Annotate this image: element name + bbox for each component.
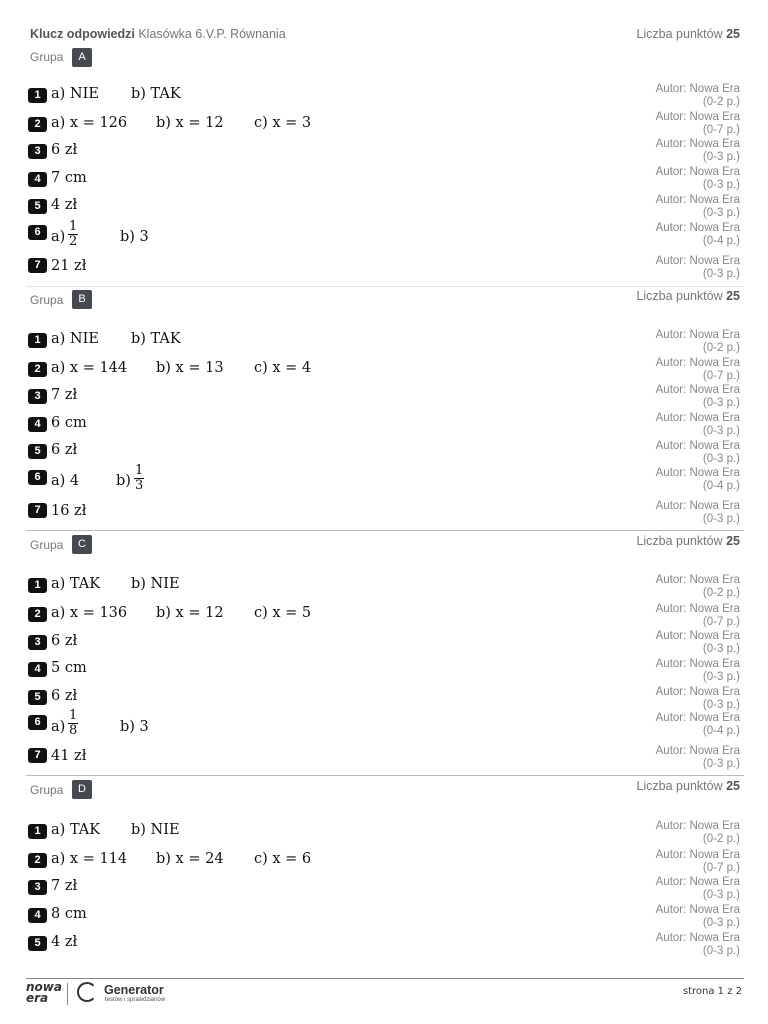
nowa-era-logo: nowa era	[26, 980, 62, 1005]
answer: 5 cm	[51, 660, 87, 676]
task-author: Autor: Nowa Era (0-2 p.)	[655, 820, 740, 845]
task-row	[28, 138, 740, 168]
task-number: 6	[28, 715, 47, 730]
task-number: 2	[28, 117, 47, 132]
answer-c: c) x = 5	[254, 605, 312, 621]
task-row	[28, 384, 740, 413]
task-author: Autor: Nowa Era (0-7 p.)	[655, 111, 740, 136]
answer-b: b) x = 12	[156, 605, 224, 621]
answer-b: b) x = 13	[156, 360, 224, 376]
task-row	[28, 906, 740, 932]
task-number: 1	[28, 824, 47, 839]
group-b-header	[26, 289, 744, 309]
task-number: 5	[28, 199, 47, 214]
task-number: 2	[28, 853, 47, 868]
answer: 7 zł	[51, 387, 78, 403]
group-badge: D	[72, 780, 92, 799]
task-author: Autor: Nowa Era (0-4 p.)	[655, 222, 740, 247]
answer: 7 zł	[51, 878, 78, 894]
group-label: Grupa	[30, 538, 64, 552]
task-number: 7	[28, 258, 47, 273]
answer-a: a) TAK	[51, 576, 101, 592]
task-row	[28, 83, 740, 112]
answer: 6 zł	[51, 633, 78, 649]
task-author: Autor: Nowa Era (0-3 p.)	[655, 932, 740, 957]
fraction	[68, 220, 78, 249]
generator-subtitle: testów i sprawdzianów	[105, 997, 166, 1003]
answer: 6 zł	[51, 688, 78, 704]
task-author: Autor: Nowa Era (0-3 p.)	[655, 745, 740, 770]
task-author: Autor: Nowa Era (0-3 p.)	[655, 500, 740, 525]
task-number: 7	[28, 503, 47, 518]
group-divider	[26, 286, 744, 287]
answer-a: a) NIE	[51, 331, 99, 347]
answer: 41 zł	[51, 748, 87, 764]
task-row	[28, 630, 740, 659]
answer-a-label: a)	[51, 719, 66, 735]
task-row	[28, 194, 740, 223]
generator-title: Generator	[104, 983, 164, 997]
task-number: 5	[28, 936, 47, 951]
task-row	[28, 745, 740, 774]
total-points: Liczba punktów 25	[636, 27, 740, 41]
task-row	[28, 878, 740, 904]
task-number: 3	[28, 389, 47, 404]
fraction-numerator: 1	[135, 463, 144, 478]
task-author: Autor: Nowa Era (0-3 p.)	[655, 630, 740, 655]
task-author: Autor: Nowa Era (0-4 p.)	[655, 712, 740, 737]
answer-b: b) TAK	[131, 86, 181, 102]
answer-c: c) x = 4	[254, 360, 312, 376]
answer-a: a) x = 144	[51, 360, 128, 376]
task-number: 1	[28, 578, 47, 593]
answer-c: c) x = 3	[254, 115, 312, 131]
logo-separator	[67, 983, 68, 1005]
fraction-numerator: 1	[69, 219, 78, 234]
task-row	[28, 822, 740, 848]
task-row	[28, 463, 740, 502]
answer: 21 zł	[51, 258, 87, 274]
answer-a: a) x = 114	[51, 851, 128, 867]
task-row	[28, 576, 740, 602]
task-author: Autor: Nowa Era (0-3 p.)	[655, 138, 740, 163]
answer-a: a) x = 136	[51, 605, 128, 621]
task-author: Autor: Nowa Era (0-3 p.)	[655, 166, 740, 191]
task-number: 6	[28, 470, 47, 485]
task-author: Autor: Nowa Era (0-3 p.)	[655, 384, 740, 409]
group-badge: A	[72, 48, 92, 67]
answer-b: b) NIE	[131, 822, 180, 838]
task-author: Autor: Nowa Era (0-2 p.)	[655, 329, 740, 354]
answer-c: c) x = 6	[254, 851, 312, 867]
group-label: Grupa	[30, 50, 64, 64]
task-number: 3	[28, 635, 47, 650]
task-author: Autor: Nowa Era (0-3 p.)	[655, 440, 740, 465]
generator-g-icon	[77, 982, 97, 1002]
group-badge: C	[72, 535, 92, 554]
task-number: 2	[28, 607, 47, 622]
group-d-header	[26, 779, 744, 799]
task-row	[28, 605, 740, 631]
group-points: Liczba punktów 25	[636, 534, 740, 548]
task-number: 1	[28, 333, 47, 348]
answer-a-label: a)	[51, 229, 66, 245]
group-points: Liczba punktów 25	[636, 289, 740, 303]
task-author: Autor: Nowa Era (0-4 p.)	[655, 467, 740, 492]
answer-b: b) NIE	[131, 576, 180, 592]
answer-a: a) NIE	[51, 86, 99, 102]
answer-b: b) x = 24	[156, 851, 224, 867]
task-row	[28, 166, 740, 196]
answer-b: b) 3	[120, 229, 149, 245]
task-number: 4	[28, 172, 47, 187]
answer-b: b) 3	[120, 719, 149, 735]
fraction-denominator: 8	[69, 723, 78, 738]
task-number: 4	[28, 662, 47, 677]
task-author: Autor: Nowa Era (0-2 p.)	[655, 83, 740, 108]
task-number: 4	[28, 908, 47, 923]
answer-b-label: b)	[116, 473, 131, 489]
group-a-header	[26, 48, 744, 68]
task-row	[28, 255, 740, 284]
group-label: Grupa	[30, 783, 64, 797]
task-author: Autor: Nowa Era (0-3 p.)	[655, 255, 740, 280]
task-row	[28, 412, 740, 441]
page-number: strona 1 z 2	[682, 986, 742, 997]
task-number: 1	[28, 88, 47, 103]
task-author: Autor: Nowa Era (0-3 p.)	[655, 658, 740, 683]
task-author: Autor: Nowa Era (0-7 p.)	[655, 603, 740, 628]
answer: 7 cm	[51, 170, 87, 186]
answer-a: a) x = 126	[51, 115, 128, 131]
task-author: Autor: Nowa Era (0-3 p.)	[655, 904, 740, 929]
footer-divider	[26, 978, 744, 979]
fraction	[134, 464, 144, 493]
answer-b: b) x = 12	[156, 115, 224, 131]
task-author: Autor: Nowa Era (0-7 p.)	[655, 849, 740, 874]
task-number: 5	[28, 444, 47, 459]
fraction	[68, 709, 78, 738]
task-row	[28, 219, 740, 258]
task-row	[28, 331, 740, 357]
task-row	[28, 500, 740, 529]
task-number: 3	[28, 144, 47, 159]
answer: 6 cm	[51, 415, 87, 431]
answer: 16 zł	[51, 503, 87, 519]
answer: 4 zł	[51, 934, 78, 950]
group-points: Liczba punktów 25	[636, 779, 740, 793]
task-number: 3	[28, 880, 47, 895]
task-author: Autor: Nowa Era (0-3 p.)	[655, 686, 740, 711]
group-divider	[26, 530, 744, 531]
task-author: Autor: Nowa Era (0-3 p.)	[655, 194, 740, 219]
fraction-denominator: 3	[135, 478, 144, 493]
task-number: 6	[28, 225, 47, 240]
task-row	[28, 934, 740, 960]
task-author: Autor: Nowa Era (0-7 p.)	[655, 357, 740, 382]
task-number: 2	[28, 362, 47, 377]
task-number: 7	[28, 748, 47, 763]
document-title: Klucz odpowiedzi Klasówka 6.V.P. Równania	[30, 27, 286, 41]
answer: 8 cm	[51, 906, 87, 922]
task-author: Autor: Nowa Era (0-3 p.)	[655, 876, 740, 901]
answer: 4 zł	[51, 197, 78, 213]
task-row	[28, 660, 740, 686]
answer: 6 zł	[51, 142, 78, 158]
answer: 6 zł	[51, 442, 78, 458]
group-label: Grupa	[30, 293, 64, 307]
task-row	[28, 851, 740, 877]
group-badge: B	[72, 290, 92, 309]
task-author: Autor: Nowa Era (0-3 p.)	[655, 412, 740, 437]
task-author: Autor: Nowa Era (0-2 p.)	[655, 574, 740, 599]
group-divider	[26, 775, 744, 776]
task-row	[28, 357, 740, 386]
answer-a: a) TAK	[51, 822, 101, 838]
group-c-header	[26, 534, 744, 554]
task-row	[28, 708, 740, 747]
fraction-denominator: 2	[69, 234, 78, 249]
answer-b: b) TAK	[131, 331, 181, 347]
answer-a: a) 4	[51, 473, 80, 489]
fraction-numerator: 1	[69, 708, 78, 723]
document-header	[30, 27, 740, 45]
task-number: 5	[28, 690, 47, 705]
task-number: 4	[28, 417, 47, 432]
